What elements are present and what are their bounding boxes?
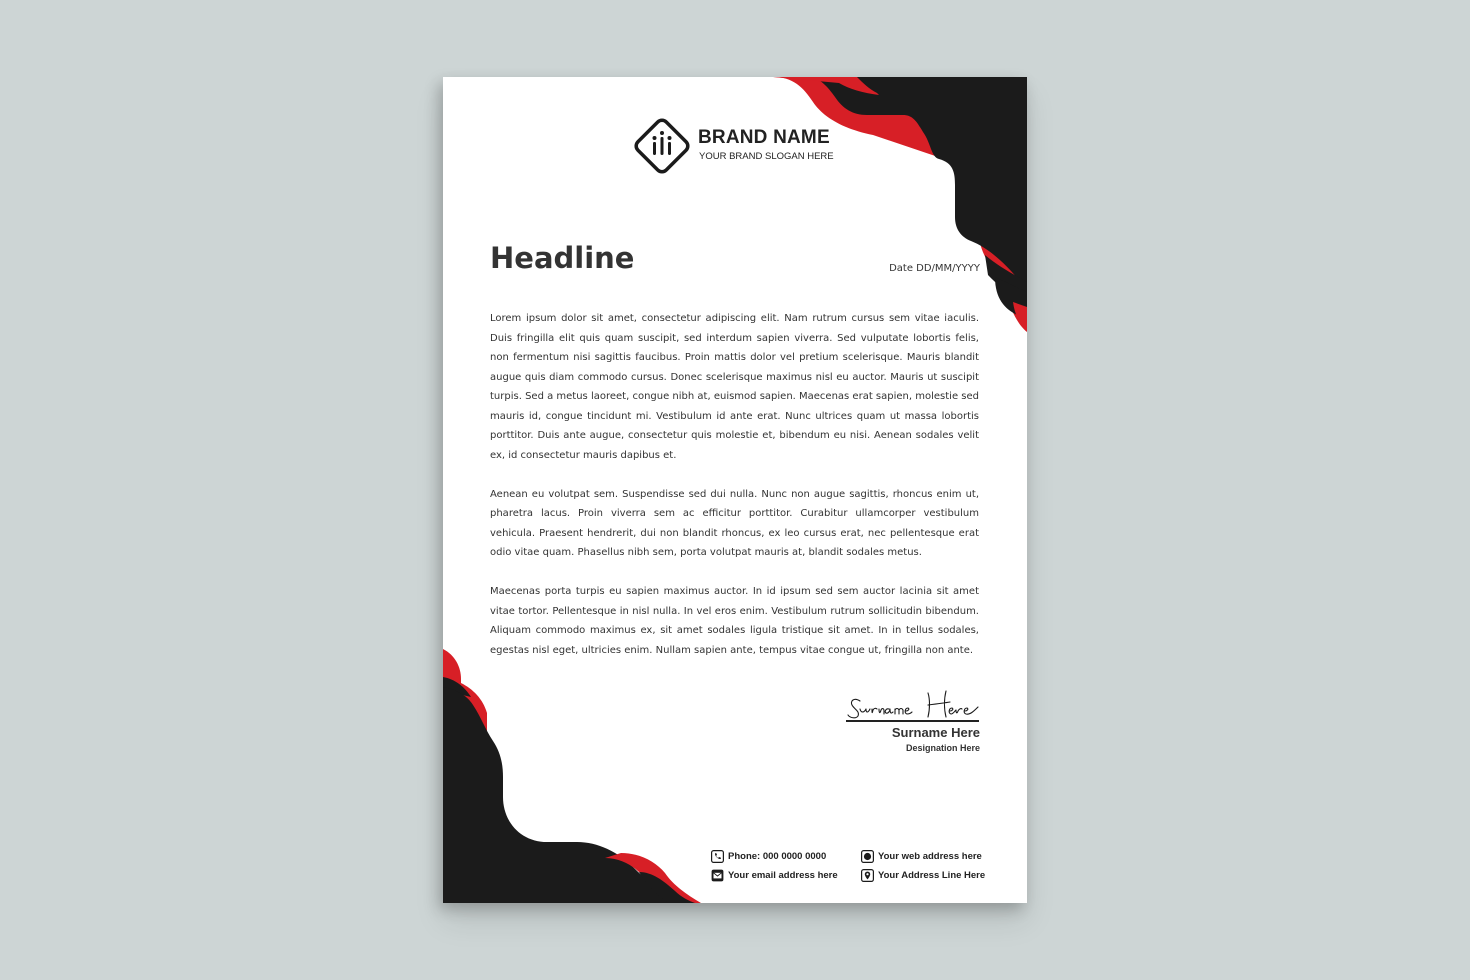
location-pin-icon — [861, 869, 874, 882]
contact-phone — [711, 848, 826, 864]
letter-body — [490, 309, 979, 680]
body-paragraph: Aenean eu volutpat sem. Suspendisse sed dui nulla. Nunc non augue sagittis, rhoncus enim ut, pharetra lacus. Proin viverra sem ac efficitur porttitor. Curabitur ullamcorper vestibulum vehicula. Praesent hendrerit, dui non blandit rhoncus, ex leo cursus erat, nec pellentesque erat odio vitae quam. Phasellus nibh sem, porta volutpat mauris at, blandit sodales metus. — [490, 488, 979, 558]
body-paragraph: Lorem ipsum dolor sit amet, consectetur adipiscing elit. Nam rutrum cursus sem vitae iaculis. Duis fringilla elit quis quam suscipit, sed interdum sapien viverra. Sed vulputate lobortis felis, non fermentum nisi sagittis faucibus. Proin mattis dolor vel pretium scelerisque. Mauris blandit augue quis diam commodo cursus. Donec scelerisque maximus nisl eu auctor. Mauris ut suscipit turpis. Sed a metus laoreet, congue nibh at, euismod sapien. Maecenas erat sapien, molestie sed mauris id, congue tincidunt mi. Vestibulum id ante erat. Nunc ultrices quam ut massa lobortis porttitor. Duis ante augue, consectetur quis molestie et, bibendum eu nisi. Aenean sodales velit ex, id consectetur mauris dapibus et. — [490, 313, 979, 461]
contact-address — [861, 867, 985, 883]
letter-headline: Headline — [490, 241, 635, 275]
logo-figures — [653, 131, 672, 155]
globe-icon — [861, 850, 874, 863]
brand-slogan: YOUR BRAND SLOGAN HERE — [699, 151, 834, 162]
handwritten-signature — [846, 689, 980, 721]
brand-logo-mark — [631, 115, 693, 177]
signature-line — [846, 720, 979, 722]
letterhead-page — [443, 77, 1027, 903]
phone-icon — [711, 850, 724, 863]
contact-web — [861, 848, 982, 864]
brand-name: BRAND NAME — [698, 127, 830, 148]
body-paragraph: Maecenas porta turpis eu sapien maximus auctor. In id ipsum sed sem auctor lacinia sit amet vitae tortor. Pellentesque in nisl nulla. In vel eros enim. Vestibulum rutrum sollicitudin bibendum. Aliquam commodo maximus ex, sit amet sodales ligula tristique sit amet. In in tellus sodales, egestas nisl eget, ultricies enim. Nullam sapien ante, tempus vitae congue ut, fringilla non ante. — [490, 586, 979, 656]
letter-date: Date DD/MM/YYYY — [889, 263, 980, 274]
email-icon — [711, 869, 724, 882]
signer-name: Surname Here — [891, 725, 980, 740]
address-text: Your Address Line Here — [878, 869, 986, 881]
signer-designation: Designation Here — [905, 743, 980, 753]
web-text: Your web address here — [878, 850, 982, 862]
phone-text: Phone: 000 0000 0000 — [728, 850, 827, 862]
contact-email — [711, 867, 838, 883]
email-text: Your email address here — [728, 869, 838, 881]
